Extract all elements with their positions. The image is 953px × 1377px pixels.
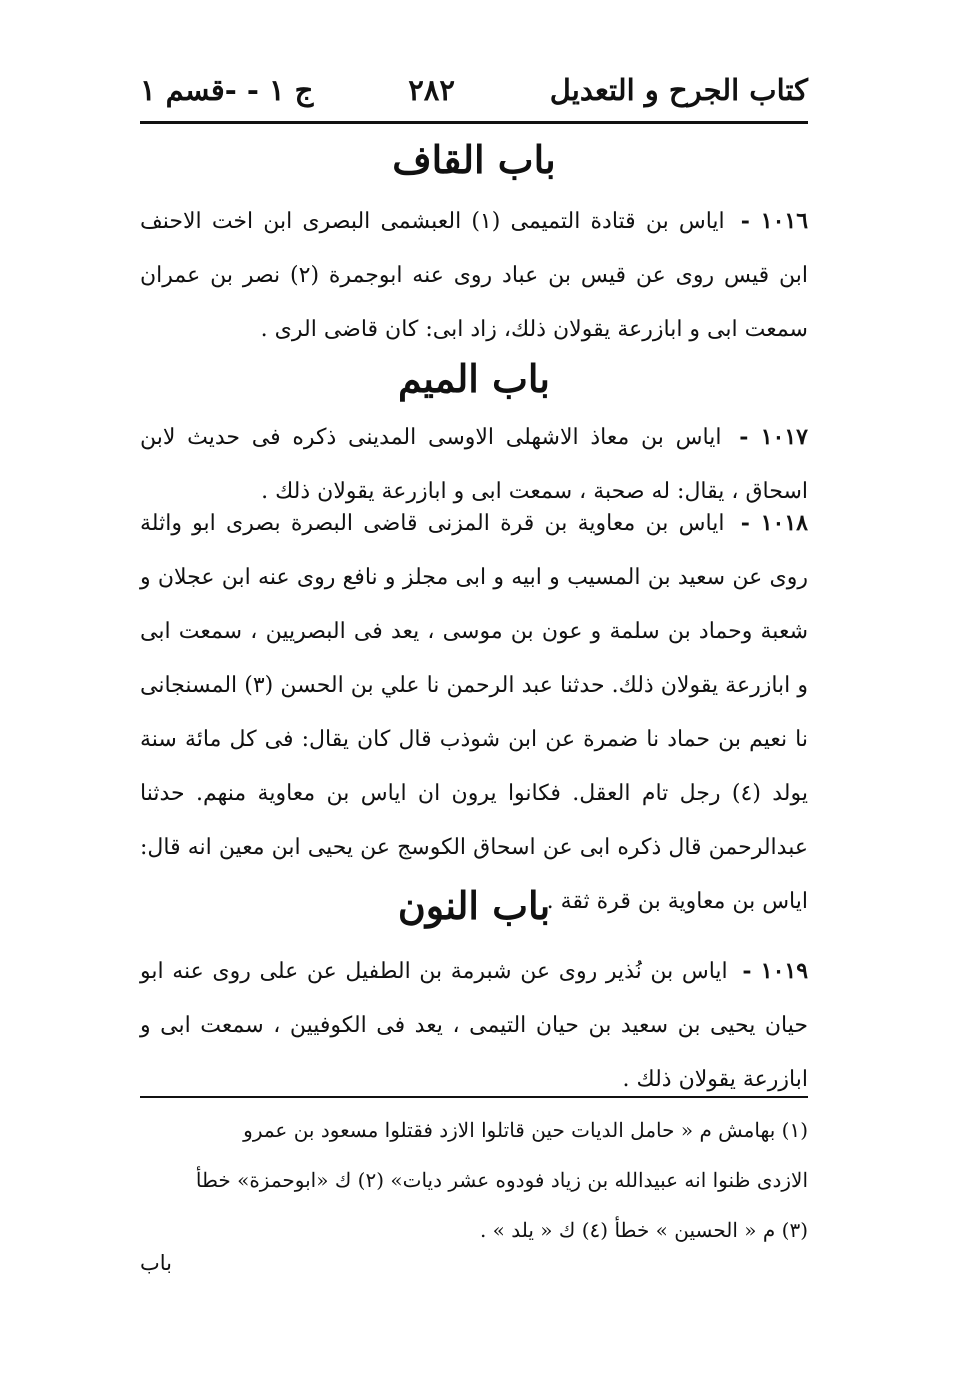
entry-1018: [140, 496, 808, 929]
entry-number: ١٠١٦ -: [740, 208, 809, 234]
entry-1019: [140, 944, 808, 1107]
entry-1016: [140, 194, 808, 357]
volume-label: ج ١ - -قسم ١: [140, 73, 314, 107]
footnote-rule: [140, 1096, 808, 1098]
entry-number: ١٠١٨ -: [740, 510, 808, 536]
entry-text: اياس بن معاوية بن قرة المزنى قاضى البصرة بصرى ابو واثلة روى عن سعيد بن المسيب و ابيه و ابى مجلز و نافع روى عنه ابن عجلان و شعبة وحماد بن سلمة و عون بن موسى ، يعد فى البصريين ، سمعت ابى و ابازرعة يقولان ذلك. حدثنا عبد الرحمن نا علي بن الحسن (٣) المسنجانى نا نعيم بن حماد نا ضمرة عن ابن شوذب قال كان يقال: فى كل مائة سنة يولد (٤) رجل تام العقل. فكانوا يرون ان اياس بن معاوية منهم. حدثنا عبدالرحمن قال ذكره ابى عن اسحاق الكوسج عن يحيى ابن معين انه قال: اياس بن معاوية بن قرة ثقة .: [140, 511, 808, 914]
header-rule: [140, 121, 808, 124]
section-title-nun: باب النون: [397, 883, 551, 928]
footnote-line: (١) بهامش م « حامل الديات حين قاتلوا الازد فقتلوا مسعود بن عمرو: [243, 1118, 808, 1142]
entry-text: اياس بن نُذير روى عن شبرمة بن الطفيل عن على روى عنه ابو حيان يحيى بن سعيد بن حيان التيمى ، يعد فى الكوفيين ، سمعت ابى و ابازرعة يقولان ذلك .: [140, 959, 808, 1092]
section-title-qaf: باب القاف: [392, 137, 556, 182]
section-title-mim: باب الميم: [397, 356, 551, 401]
page-number: ٢٨٢: [408, 73, 455, 107]
entry-text: اياس بن قتادة التميمى (١) العبشمى البصرى ابن اخت الاحنف ابن قيس روى عن قيس بن عباد روى عنه ابوجمرة (٢) نصر بن عمران سمعت ابى و ابازرعة يقولان ذلك، زاد ابى: كان قاضى الرى .: [140, 209, 809, 342]
entry-number: ١٠١٩ -: [742, 958, 809, 984]
entry-number: ١٠١٧ -: [739, 424, 808, 450]
running-header: [140, 62, 808, 118]
footnotes: [140, 1105, 808, 1255]
catchword: باب: [140, 1251, 173, 1275]
footnote-line: (٣) م « الحسين » خطأ (٤) ك « يلد » .: [479, 1218, 808, 1242]
footnote-line: الازدى ظنوا انه عبيدالله بن زياد فودوه عشر ديات» (٢) ك «ابوحمزة» خطأ: [195, 1168, 808, 1192]
entry-text: اياس بن معاذ الاشهلى الاوسى المدينى ذكره فى حديث لابن اسحاق ، يقال: له صحبة ، سمعت ابى و ابازرعة يقولان ذلك .: [140, 425, 808, 504]
book-title: كتاب الجرح و التعديل: [549, 73, 808, 107]
